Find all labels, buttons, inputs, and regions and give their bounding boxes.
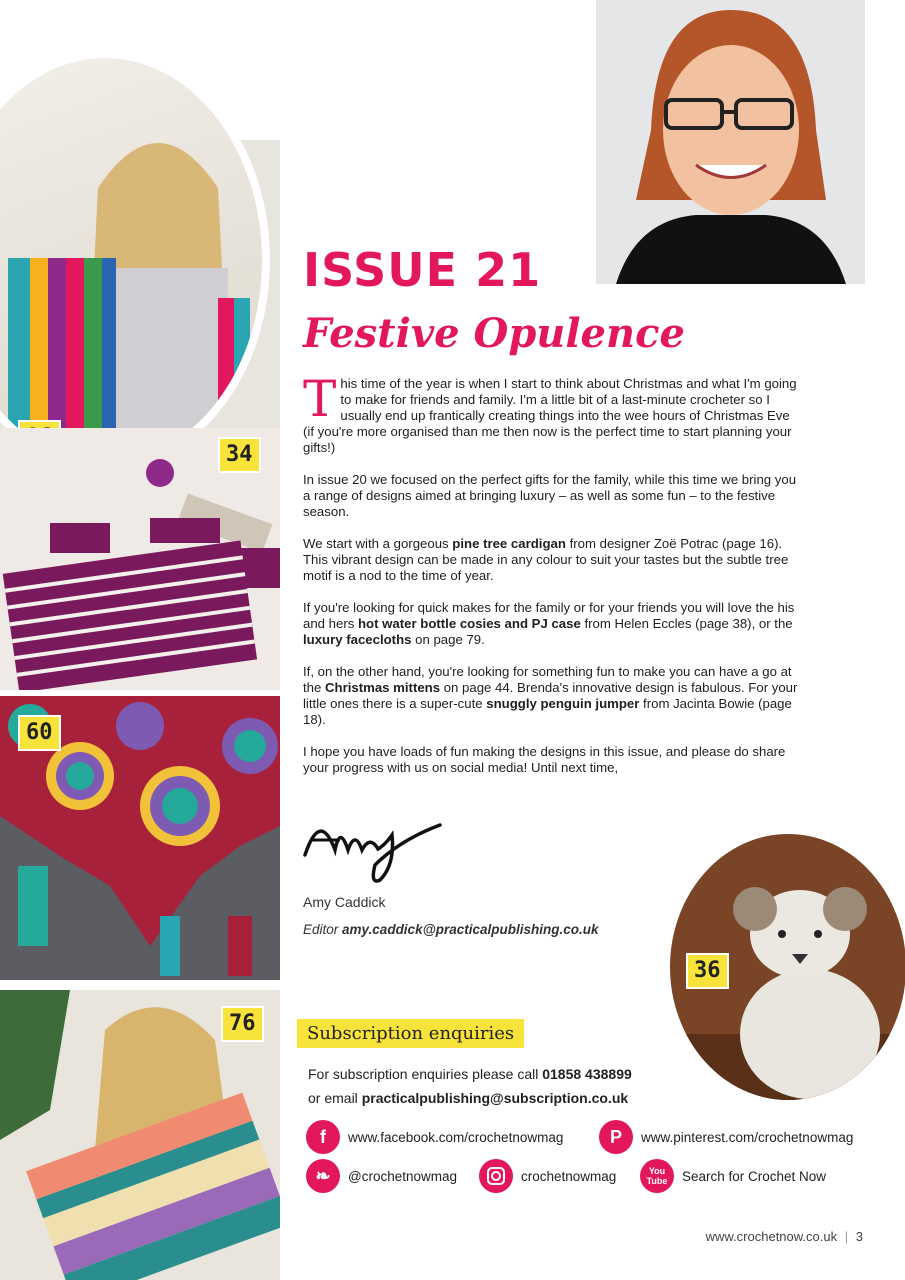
subscription-label: Subscription enquiries — [297, 1019, 524, 1048]
page-number: 3 — [855, 1229, 863, 1244]
paragraph-4: If you're looking for quick makes for the family or for your friends you will love the his and hers hot water bottle cosies and PJ case from Helen Eccles (page 38), or the luxury facecloths on page 79. — [303, 600, 795, 647]
editor-email[interactable]: amy.caddick@practicalpublishing.co.uk — [342, 922, 599, 937]
paragraph-2: In issue 20 we focused on the perfect gifts for the family, while this time we bring you a range of designs aimed at bringing luxury – as well as some fun – to the festive season. — [303, 472, 797, 519]
facebook-link[interactable]: f www.facebook.com/crochetnowmag — [306, 1120, 563, 1154]
issue-heading: ISSUE 21 — [303, 243, 542, 297]
drop-cap: T — [303, 370, 337, 428]
paragraph-5: If, on the other hand, you're looking for something fun to make you can have a go at the Christmas mittens on page 44. Brenda's innovative design is fabulous. For your little ones there is a super-cute snuggly penguin jumper from Jacinta Bowie (page 18). — [303, 664, 798, 727]
editor-photo — [596, 0, 865, 284]
facebook-icon: f — [306, 1120, 340, 1154]
pinterest-link[interactable]: P www.pinterest.com/crochetnowmag — [599, 1120, 853, 1154]
youtube-link[interactable]: You Tube Search for Crochet Now — [640, 1159, 826, 1193]
subscription-email[interactable]: practicalpublishing@subscription.co.uk — [361, 1090, 629, 1106]
issue-subtitle: Festive Opulence — [303, 310, 685, 357]
instagram-link[interactable]: crochetnowmag — [479, 1159, 616, 1193]
twitter-link[interactable]: ❧ @crochetnowmag — [306, 1159, 457, 1193]
twitter-icon: ❧ — [306, 1159, 340, 1193]
page-badge-76: 76 — [221, 1006, 264, 1042]
pinterest-icon: P — [599, 1120, 633, 1154]
signature-image — [300, 805, 450, 885]
youtube-icon: You Tube — [640, 1159, 674, 1193]
footer-url[interactable]: www.crochetnow.co.uk — [705, 1229, 838, 1244]
editorial-body — [303, 370, 798, 792]
paragraph-1: This time of the year is when I start to think about Christmas and what I'm going to make for friends and family. I'm a little bit of a last-minute crocheter so I usually end up frantically creating things into the wee hours of Christmas Eve (if you're more organised than me then now is the perfect time to start planning your gifts!) — [303, 370, 797, 455]
page-badge-60: 60 — [18, 715, 61, 751]
page-badge-34: 34 — [218, 437, 261, 473]
subscription-text: For subscription enquiries please call 01858 438899 or email practicalpublishing@subscription.co.uk — [308, 1066, 632, 1106]
subscription-phone[interactable]: 01858 438899 — [542, 1066, 632, 1082]
editor-line: Editor amy.caddick@practicalpublishing.co.uk — [303, 922, 599, 937]
page-footer — [706, 1229, 863, 1244]
instagram-icon — [479, 1159, 513, 1193]
paragraph-3: We start with a gorgeous pine tree cardigan from designer Zoë Potrac (page 16). This vibrant design can be made in any colour to suit your tastes but the subtle tree motif is a nod to the time of year. — [303, 536, 789, 583]
page-badge-36: 36 — [686, 953, 729, 989]
editor-name: Amy Caddick — [303, 894, 386, 910]
editor-signature — [300, 805, 450, 890]
paragraph-6: I hope you have loads of fun making the designs in this issue, and please do share your progress with us on social media! Until next time, — [303, 744, 786, 775]
footer-divider: | — [844, 1229, 849, 1244]
editor-portrait — [596, 0, 865, 284]
